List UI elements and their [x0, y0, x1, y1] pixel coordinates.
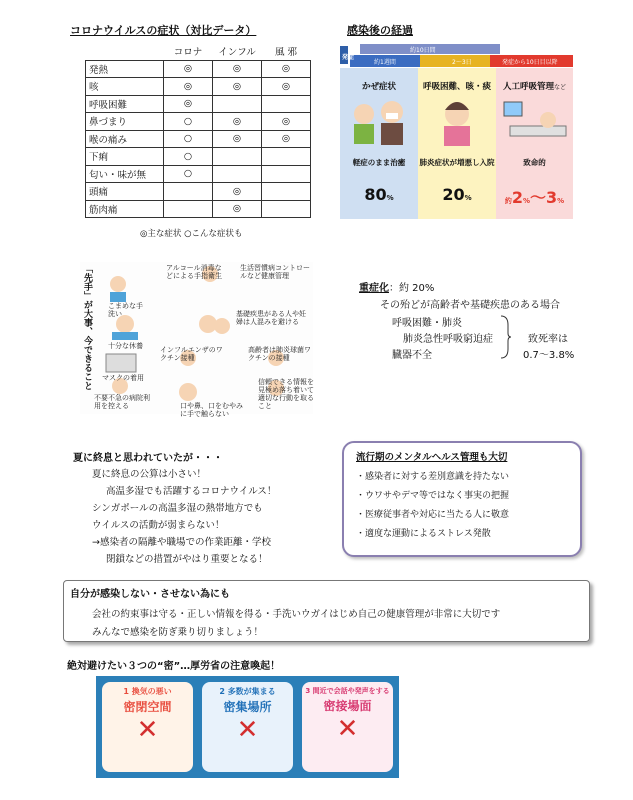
symptom-mark: ○ — [164, 165, 213, 183]
symptom-mark — [164, 183, 213, 201]
mental-title: 流行期のメンタルヘルス管理も大切 — [356, 452, 508, 463]
table-row — [86, 113, 311, 131]
self-protection-box: 自分が感染しない・させない為にも 会社の約束事は守る・正しい情報を得る・手洗いウガイはじめ自己の健康管理が非常に大切です みんなで感染を防ぎ乗り切りましょう！ — [63, 580, 590, 642]
symptom-name: 頭痛 — [86, 183, 164, 201]
three-c-banner — [96, 676, 399, 778]
symptom-name: 匂い・味が無 — [86, 165, 164, 183]
table-row — [86, 130, 311, 148]
symptom-mark — [262, 95, 311, 113]
table-row — [86, 165, 311, 183]
stage-severe: 人工呼吸管理など 致命的 約2%～3% — [496, 68, 573, 219]
precautions-illustration: 「先手」が大事、今できること こまめな手洗い アルコール消毒などによる手指衛生 生活習慣病コントロールなど健康管理 十分な休養 基礎疾患がある人や妊婦は人混みを避ける マスクの着用 インフルエンザのワクチン接種 高齢者は肺炎球菌ワクチンの接種 不要不急の病院利用を控える 口や鼻、口をむやみに手で触らない 信頼できる情報を見極め落ち着いて適切な行動を取ること — [82, 264, 314, 418]
symptom-name: 咳 — [86, 78, 164, 96]
stage-moderate: 呼吸困難、咳・痰 肺炎症状が増悪し入院 20% — [418, 68, 496, 219]
symptom-mark: ◎ — [213, 78, 262, 96]
course-title: 感染後の経過 — [347, 24, 413, 37]
symptom-name: 発熱 — [86, 60, 164, 78]
table-row — [86, 60, 311, 78]
mental-health-box: 流行期のメンタルヘルス管理も大切 ・感染者に対する差別意識を持たない ・ウワサやデマ等ではなく事実の把握 ・医療従事者や対応に当たる人に敬意 ・適度な運動によるストレス発散 — [342, 441, 582, 557]
symptom-name: 鼻づまり — [86, 113, 164, 131]
col-header-corona: コロナ — [164, 43, 213, 60]
symptom-mark — [262, 165, 311, 183]
symptom-mark: ○ — [164, 148, 213, 166]
symptom-mark — [213, 148, 262, 166]
symptom-mark: ◎ — [262, 113, 311, 131]
period-top: 約10日間 — [410, 47, 436, 54]
self-title: 自分が感染しない・させない為にも — [70, 589, 230, 600]
onset-label: 発症 — [342, 54, 355, 61]
symptom-mark: ○ — [164, 113, 213, 131]
symptom-mark: ◎ — [213, 60, 262, 78]
symptom-mark: ◎ — [262, 60, 311, 78]
table-row — [86, 200, 311, 218]
card-close-contact: 3 間近で会話や発声をする 密接場面 ✕ — [302, 682, 393, 772]
symptom-mark — [262, 148, 311, 166]
col-header-cold: 風 邪 — [262, 43, 311, 60]
sick-people-icon — [340, 96, 418, 146]
symptom-mark: ◎ — [164, 60, 213, 78]
ventilator-icon — [496, 96, 573, 146]
three-c-title: 絶対避けたい３つの“密”…厚労省の注意喚起！ — [67, 661, 281, 672]
severe-heading: 重症化：約 20% — [359, 283, 435, 294]
card-crowded-place: 2 多数が集まる 密集場所 ✕ — [202, 682, 293, 772]
symptom-name: 筋肉痛 — [86, 200, 164, 218]
table-row — [86, 95, 311, 113]
fatality-label: 致死率は — [528, 334, 568, 345]
symptom-mark: ◎ — [213, 200, 262, 218]
coughing-woman-icon — [418, 96, 496, 146]
symptom-table-title: コロナウイルスの症状（対比データ） — [70, 24, 257, 37]
symptom-mark — [213, 165, 262, 183]
severe-cause-3: 臓器不全 — [392, 350, 432, 361]
symptom-mark: ◎ — [213, 113, 262, 131]
symptom-legend: ◎主な症状 ○こんな症状も — [140, 229, 243, 239]
x-mark-icon: ✕ — [136, 715, 159, 745]
symptom-mark: ◎ — [164, 95, 213, 113]
symptom-mark: ◎ — [213, 183, 262, 201]
col-header-flu: インフル — [213, 43, 262, 60]
card-closed-space: 1 換気の悪い 密閉空間 ✕ — [102, 682, 193, 772]
symptom-mark — [164, 200, 213, 218]
x-mark-icon: ✕ — [336, 714, 359, 744]
severe-cause-1: 呼吸困難・肺炎 — [392, 318, 462, 329]
fatality-value: 0.7～3.8% — [523, 350, 575, 361]
table-row — [86, 183, 311, 201]
symptom-mark: ◎ — [262, 78, 311, 96]
symptom-name: 下痢 — [86, 148, 164, 166]
infection-course-graphic — [340, 42, 573, 219]
symptom-table — [85, 43, 311, 218]
severe-line1: その殆どが高齢者や基礎疾患のある場合 — [380, 300, 560, 311]
period-2: 2～3日 — [452, 59, 472, 66]
symptom-name: 呼吸困難 — [86, 95, 164, 113]
stage-mild: かぜ症状 軽症のまま治癒 80% — [340, 68, 418, 219]
period-1: 約1週間 — [374, 59, 396, 66]
symptom-name: 喉の痛み — [86, 130, 164, 148]
symptom-mark: ○ — [164, 130, 213, 148]
symptom-mark — [213, 95, 262, 113]
table-row — [86, 148, 311, 166]
x-mark-icon: ✕ — [236, 715, 259, 745]
severe-cause-2: 肺炎急性呼吸窮迫症 — [403, 334, 493, 345]
summer-title: 夏に終息と思われていたが・・・ — [73, 453, 223, 464]
symptom-mark — [262, 183, 311, 201]
symptom-mark: ◎ — [164, 78, 213, 96]
bracket-icon — [500, 315, 512, 359]
symptom-mark: ◎ — [262, 130, 311, 148]
symptom-mark — [262, 200, 311, 218]
table-row — [86, 78, 311, 96]
period-3: 発症から10日目以降 — [502, 59, 558, 66]
symptom-mark: ◎ — [213, 130, 262, 148]
precautions-vertical-title: 「先手」が大事、今できること — [82, 264, 92, 390]
